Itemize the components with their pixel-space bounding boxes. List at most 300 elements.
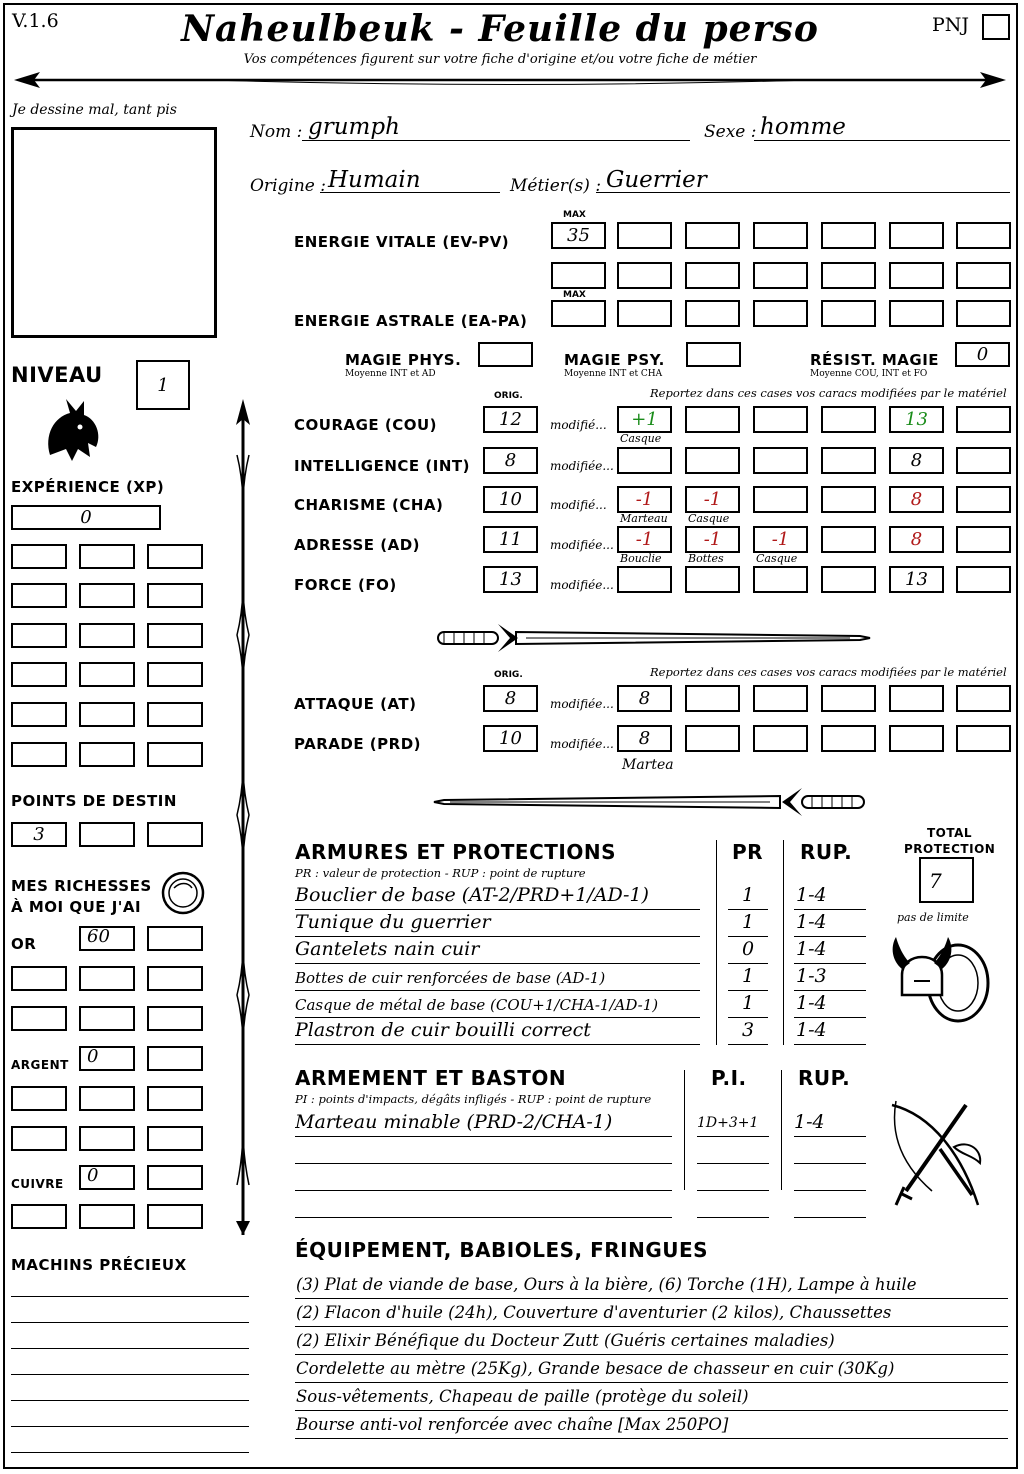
niveau-value: 1 — [157, 374, 169, 396]
machins-line[interactable] — [11, 1296, 249, 1297]
armures-pr-label: PR — [732, 840, 764, 864]
arme-rup[interactable]: 1-4 — [794, 1111, 825, 1133]
equipement-line — [295, 1382, 1008, 1383]
ev-cell-r2-2[interactable] — [685, 262, 740, 289]
armure-pr[interactable]: 1 — [741, 965, 755, 987]
ea-cell-4[interactable] — [821, 300, 876, 327]
ea-cell-3[interactable] — [753, 300, 808, 327]
resist-magie-box[interactable] — [955, 342, 1010, 367]
armure-line — [295, 1017, 700, 1018]
carac-modif-cell[interactable] — [685, 406, 740, 433]
ev-max-label: MAX — [563, 210, 586, 220]
carac-modif-note: Casque — [756, 552, 798, 565]
combat-label: PARADE (PRD) — [294, 735, 422, 753]
xp-cell[interactable] — [11, 702, 67, 727]
xp-cell[interactable] — [147, 702, 203, 727]
xp-cell[interactable] — [147, 742, 203, 767]
armure-name[interactable]: Bottes de cuir renforcées de base (AD-1) — [295, 969, 606, 987]
combat-orig-value: 8 — [504, 688, 517, 709]
combat-modif-cell[interactable] — [685, 725, 740, 752]
carac-modif-cell[interactable] — [889, 566, 944, 593]
weapons-icon — [882, 1095, 992, 1215]
sword-icon — [430, 618, 875, 658]
armure-pr-line — [728, 909, 768, 910]
arme-line — [295, 1136, 672, 1137]
caracs-note: Reportez dans ces cases vos caracs modifiées par le matériel — [650, 386, 1007, 400]
or-cell[interactable] — [79, 966, 135, 991]
machins-line[interactable] — [11, 1374, 249, 1375]
cuivre-label: CUIVRE — [11, 1177, 64, 1191]
arme-rup-line — [794, 1217, 866, 1218]
armure-line — [295, 963, 700, 964]
destin-box-3[interactable] — [147, 822, 203, 847]
total-protection-value: 7 — [929, 869, 942, 893]
armure-rup[interactable]: 1-4 — [796, 992, 827, 1014]
armure-rup-line — [794, 1044, 866, 1045]
carac-modif-cell[interactable] — [821, 447, 876, 474]
armure-pr[interactable]: 1 — [741, 911, 755, 933]
metier-label: Métier(s) : — [510, 176, 602, 196]
header-spear-divider — [10, 68, 1010, 92]
xp-cell[interactable] — [79, 583, 135, 608]
arme-rup-line — [794, 1136, 866, 1137]
ev-cell-r1-6[interactable] — [956, 222, 1011, 249]
carac-modif-value: 8 — [910, 529, 923, 550]
combat-modif-cell[interactable] — [685, 685, 740, 712]
cuivre-cell[interactable] — [147, 1204, 203, 1229]
carac-modif-cell[interactable] — [889, 486, 944, 513]
carac-modif-note: Casque — [620, 432, 662, 445]
armure-name[interactable]: Plastron de cuir bouilli correct — [295, 1019, 591, 1041]
or-cell[interactable] — [11, 1006, 67, 1031]
or-label: OR — [11, 935, 37, 953]
arme-rup-line — [794, 1190, 866, 1191]
ea-cell-2[interactable] — [685, 300, 740, 327]
or-value: 60 — [87, 926, 110, 947]
xp-cell[interactable] — [79, 702, 135, 727]
niveau-box[interactable] — [136, 360, 190, 410]
carac-modif-cell[interactable] — [956, 566, 1011, 593]
ev-cell-r2-5[interactable] — [889, 262, 944, 289]
ea-max-label: MAX — [563, 290, 586, 300]
armure-rup[interactable]: 1-4 — [796, 911, 827, 933]
or-cell[interactable] — [79, 1006, 135, 1031]
carac-modif-value: -1 — [635, 529, 654, 550]
armures-title: ARMURES ET PROTECTIONS — [295, 840, 616, 864]
argent-cell[interactable] — [79, 1126, 135, 1151]
carac-orig-box[interactable] — [483, 406, 538, 433]
armure-rup-line — [794, 909, 866, 910]
argent-cell[interactable] — [147, 1126, 203, 1151]
xp-box[interactable] — [11, 505, 161, 530]
equipement-line-text[interactable]: (3) Plat de viande de base, Ours à la bière, (6) Torche (1H), Lampe à huile — [296, 1275, 917, 1294]
armure-rup[interactable]: 1-4 — [796, 1019, 827, 1041]
cuivre-cell[interactable] — [79, 1204, 135, 1229]
carac-modif-label: modifiée... — [550, 459, 614, 473]
combat-orig-box[interactable] — [483, 685, 538, 712]
caracs-orig-label: ORIG. — [494, 391, 523, 401]
nom-line — [302, 140, 690, 141]
armure-line — [295, 909, 700, 910]
carac-modif-value: -1 — [635, 489, 654, 510]
destin-value: 3 — [33, 824, 45, 845]
origine-value[interactable]: Humain — [328, 167, 421, 193]
armure-name[interactable]: Tunique du guerrier — [295, 911, 491, 933]
combat-modif-cell[interactable] — [617, 725, 672, 752]
argent-cell[interactable] — [11, 1126, 67, 1151]
combat-modif-cell[interactable] — [617, 685, 672, 712]
arme-pi-line — [697, 1217, 769, 1218]
resist-magie-sub: Moyenne COU, INT et FO — [810, 369, 928, 379]
xp-cell[interactable] — [11, 742, 67, 767]
pnj-checkbox[interactable] — [982, 14, 1010, 40]
xp-cell[interactable] — [147, 544, 203, 569]
sexe-value[interactable]: homme — [760, 114, 846, 140]
ev-cell-r2-6[interactable] — [956, 262, 1011, 289]
ev-cell-r2-0[interactable] — [551, 262, 606, 289]
armure-rup[interactable]: 1-4 — [796, 938, 827, 960]
metier-value[interactable]: Guerrier — [606, 167, 707, 193]
arme-rup-line — [794, 1163, 866, 1164]
equipement-line — [295, 1298, 1008, 1299]
richesses-label-1: MES RICHESSES — [11, 877, 152, 895]
arme-pi-line — [697, 1136, 769, 1137]
ev-cell-r1-4[interactable] — [821, 222, 876, 249]
cuivre-box[interactable] — [79, 1165, 135, 1190]
carac-modif-cell[interactable] — [753, 447, 808, 474]
carac-modif-value: 8 — [910, 489, 923, 510]
carac-modif-value: -1 — [703, 489, 722, 510]
armement-sub: PI : points d'impacts, dégâts infligés - RUP : point de rupture — [295, 1092, 652, 1106]
magie-phys-label: MAGIE PHYS. — [345, 351, 462, 369]
equipement-line — [295, 1410, 1008, 1411]
armure-pr[interactable]: 0 — [741, 938, 755, 960]
armure-name[interactable]: Bouclier de base (AT-2/PRD+1/AD-1) — [295, 884, 649, 906]
carac-modif-value: 8 — [910, 450, 923, 471]
carac-modif-cell[interactable] — [685, 447, 740, 474]
arme-name[interactable]: Marteau minable (PRD-2/CHA-1) — [295, 1111, 613, 1133]
carac-orig-box[interactable] — [483, 566, 538, 593]
carac-modif-cell[interactable] — [821, 526, 876, 553]
argent-cell[interactable] — [11, 1086, 67, 1111]
carac-modif-cell[interactable] — [685, 526, 740, 553]
carac-modif-cell[interactable] — [617, 447, 672, 474]
sword-icon-2 — [430, 782, 875, 822]
armure-pr[interactable]: 1 — [741, 884, 755, 906]
carac-orig-box[interactable] — [483, 447, 538, 474]
carac-modif-cell[interactable] — [753, 486, 808, 513]
combat-modif-cell[interactable] — [821, 685, 876, 712]
arme-line — [295, 1217, 672, 1218]
carac-orig-value: 10 — [499, 489, 522, 510]
carac-modif-label: modifiée... — [550, 578, 614, 592]
carac-modif-cell[interactable] — [956, 486, 1011, 513]
carac-modif-value: 13 — [905, 569, 928, 590]
metier-line — [596, 192, 1010, 193]
armure-pr-line — [728, 1017, 768, 1018]
combat-modif-value: 8 — [638, 728, 651, 749]
dragon-icon — [40, 395, 104, 465]
carac-modif-cell[interactable] — [889, 447, 944, 474]
carac-orig-value: 11 — [499, 529, 522, 550]
armure-name[interactable]: Casque de métal de base (COU+1/CHA-1/AD-1) — [295, 996, 659, 1014]
xp-cell[interactable] — [11, 623, 67, 648]
or-cell[interactable] — [147, 1006, 203, 1031]
carac-modif-cell[interactable] — [889, 406, 944, 433]
combat-orig-box[interactable] — [483, 725, 538, 752]
cuivre-value: 0 — [87, 1165, 99, 1186]
armement-col-divider-2 — [781, 1070, 782, 1190]
machins-line[interactable] — [11, 1426, 249, 1427]
portrait-caption: Je dessine mal, tant pis — [12, 102, 177, 118]
combat-modif-cell[interactable] — [889, 685, 944, 712]
page-title: Naheulbeuk - Feuille du perso — [181, 8, 819, 50]
equipement-line-text[interactable]: Sous-vêtements, Chapeau de paille (protège du soleil) — [296, 1387, 749, 1406]
total-protection-box[interactable] — [919, 857, 974, 903]
carac-modif-note: Bottes — [688, 552, 724, 565]
xp-cell[interactable] — [79, 662, 135, 687]
ev-cell-r1-2[interactable] — [685, 222, 740, 249]
armure-line — [295, 990, 700, 991]
portrait-box[interactable] — [11, 127, 217, 338]
machins-line[interactable] — [11, 1322, 249, 1323]
origine-label: Origine : — [250, 176, 326, 196]
ea-cell-5[interactable] — [889, 300, 944, 327]
xp-cell[interactable] — [79, 742, 135, 767]
ev-label: ENERGIE VITALE (EV-PV) — [294, 233, 510, 251]
origine-line — [320, 192, 500, 193]
carac-modif-cell[interactable] — [685, 486, 740, 513]
destin-box-2[interactable] — [79, 822, 135, 847]
xp-cell[interactable] — [147, 623, 203, 648]
equipement-title: ÉQUIPEMENT, BABIOLES, FRINGUES — [295, 1238, 709, 1262]
carac-modif-cell[interactable] — [821, 486, 876, 513]
equipement-line — [295, 1438, 1008, 1439]
armures-col-divider — [716, 840, 717, 1045]
destin-box-1[interactable] — [11, 822, 67, 847]
carac-modif-cell[interactable] — [617, 406, 672, 433]
armure-line — [295, 936, 700, 937]
machins-line[interactable] — [11, 1400, 249, 1401]
carac-label: ADRESSE (AD) — [294, 536, 421, 554]
magie-psy-sub: Moyenne INT et CHA — [564, 369, 663, 379]
sexe-label: Sexe : — [704, 122, 757, 142]
armement-pi-label: P.I. — [711, 1066, 747, 1090]
destin-label: POINTS DE DESTIN — [11, 792, 177, 810]
armure-pr-line — [728, 963, 768, 964]
ea-cell-1[interactable] — [617, 300, 672, 327]
armure-pr-line — [728, 936, 768, 937]
carac-modif-value: -1 — [771, 529, 790, 550]
ev-cell-r1-5[interactable] — [889, 222, 944, 249]
arme-line — [295, 1163, 672, 1164]
xp-cell[interactable] — [79, 623, 135, 648]
ev-cell-r2-1[interactable] — [617, 262, 672, 289]
carac-modif-note: Casque — [688, 512, 730, 525]
pnj-label: PNJ — [932, 14, 970, 36]
carac-modif-label: modifiée... — [550, 538, 614, 552]
armure-rup-line — [794, 990, 866, 991]
combat-modif-label: modifiée... — [550, 697, 614, 711]
combat-modif-cell[interactable] — [956, 725, 1011, 752]
equipement-line — [295, 1326, 1008, 1327]
carac-label: INTELLIGENCE (INT) — [294, 457, 470, 475]
equipement-line-text[interactable]: Bourse anti-vol renforcée avec chaîne [Max 250PO] — [296, 1415, 729, 1434]
combat-note: Reportez dans ces cases vos caracs modifiées par le matériel — [650, 665, 1007, 679]
carac-modif-label: modifié... — [550, 418, 607, 432]
armure-pr[interactable]: 3 — [741, 1019, 755, 1041]
nom-label: Nom : — [250, 122, 303, 142]
carac-modif-cell[interactable] — [821, 566, 876, 593]
xp-cell[interactable] — [11, 662, 67, 687]
niveau-label: NIVEAU — [11, 363, 103, 387]
arme-line — [295, 1190, 672, 1191]
page-subtitle: Vos compétences figurent sur votre fiche d'origine et/ou votre fiche de métier — [243, 52, 757, 67]
ev-cell-r2-3[interactable] — [753, 262, 808, 289]
total-protection-note: pas de limite — [897, 911, 969, 924]
combat-modif-cell[interactable] — [956, 685, 1011, 712]
armure-rup[interactable]: 1-3 — [796, 965, 827, 987]
combat-modif-cell[interactable] — [753, 685, 808, 712]
combat-modif-value: 8 — [638, 688, 651, 709]
carac-modif-cell[interactable] — [617, 486, 672, 513]
carac-modif-label: modifié... — [550, 498, 607, 512]
or-cell[interactable] — [11, 966, 67, 991]
combat-modif-cell[interactable] — [889, 725, 944, 752]
equipement-line-text[interactable]: (2) Flacon d'huile (24h), Couverture d'aventurier (2 kilos), Chaussettes — [296, 1303, 892, 1322]
coin-icon — [160, 870, 206, 916]
xp-cell[interactable] — [147, 583, 203, 608]
xp-label: EXPÉRIENCE (XP) — [11, 478, 165, 496]
argent-box[interactable] — [79, 1046, 135, 1071]
armure-pr-line — [728, 990, 768, 991]
xp-cell[interactable] — [79, 544, 135, 569]
combat-modif-label: modifiée... — [550, 737, 614, 751]
carac-modif-value: -1 — [703, 529, 722, 550]
combat-label: ATTAQUE (AT) — [294, 695, 417, 713]
or-box[interactable] — [79, 926, 135, 951]
combat-orig-label: ORIG. — [494, 670, 523, 680]
armures-rup-label: RUP. — [800, 840, 853, 864]
xp-cell[interactable] — [11, 544, 67, 569]
armure-line — [295, 1044, 700, 1045]
carac-modif-cell[interactable] — [889, 526, 944, 553]
equipement-line-text[interactable]: (2) Elixir Bénéfique du Docteur Zutt (Guéris certaines maladies) — [296, 1331, 835, 1350]
equipement-line — [295, 1354, 1008, 1355]
or-box-2[interactable] — [147, 926, 203, 951]
armure-rup[interactable]: 1-4 — [796, 884, 827, 906]
carac-modif-cell[interactable] — [821, 406, 876, 433]
carac-modif-cell[interactable] — [753, 526, 808, 553]
cuivre-cell[interactable] — [11, 1204, 67, 1229]
total-protection-label-1: TOTAL — [927, 826, 973, 840]
spear-icon — [228, 395, 258, 1250]
sexe-line — [754, 140, 1010, 141]
combat-orig-value: 10 — [499, 728, 522, 749]
arme-pi[interactable]: 1D+3+1 — [697, 1115, 759, 1131]
armement-col-divider — [684, 1070, 685, 1190]
carac-label: FORCE (FO) — [294, 576, 397, 594]
carac-orig-value: 8 — [504, 450, 517, 471]
carac-orig-box[interactable] — [483, 526, 538, 553]
richesses-label-2: À MOI QUE J'AI — [11, 898, 142, 916]
machins-line[interactable] — [11, 1348, 249, 1349]
cuivre-cell[interactable] — [147, 1165, 203, 1190]
machins-line[interactable] — [11, 1452, 249, 1453]
carac-modif-cell[interactable] — [753, 406, 808, 433]
argent-cell[interactable] — [147, 1046, 203, 1071]
version-label: V.1.6 — [12, 10, 59, 32]
armement-title: ARMEMENT ET BASTON — [295, 1066, 567, 1090]
carac-modif-value: +1 — [631, 409, 658, 430]
arme-pi-line — [697, 1190, 769, 1191]
magie-phys-box[interactable] — [478, 342, 533, 367]
carac-orig-box[interactable] — [483, 486, 538, 513]
carac-modif-cell[interactable] — [617, 526, 672, 553]
argent-cell[interactable] — [79, 1086, 135, 1111]
carac-modif-cell[interactable] — [685, 566, 740, 593]
armures-sub: PR : valeur de protection - RUP : point de rupture — [295, 866, 586, 880]
ev-cell-r2-4[interactable] — [821, 262, 876, 289]
ev-max-value: 35 — [567, 225, 590, 246]
equipement-line-text[interactable]: Cordelette au mètre (25Kg), Grande besace de chasseur en cuir (30Kg) — [296, 1359, 895, 1378]
ev-max-box[interactable] — [551, 222, 606, 249]
carac-modif-cell[interactable] — [617, 566, 672, 593]
total-protection-label-2: PROTECTION — [904, 842, 996, 856]
armure-rup-line — [794, 936, 866, 937]
ea-max-box[interactable] — [551, 300, 606, 327]
carac-label: COURAGE (COU) — [294, 416, 438, 434]
xp-value: 0 — [80, 507, 92, 528]
armure-pr-line — [728, 1044, 768, 1045]
combat-modif-cell[interactable] — [753, 725, 808, 752]
or-cell[interactable] — [147, 966, 203, 991]
nom-value[interactable]: grumph — [308, 114, 400, 140]
ev-cell-r1-1[interactable] — [617, 222, 672, 249]
carac-modif-note: Marteau — [620, 512, 668, 525]
argent-label: ARGENT — [11, 1058, 69, 1072]
resist-magie-label: RÉSIST. MAGIE — [810, 351, 940, 369]
carac-modif-value: 13 — [905, 409, 928, 430]
carac-modif-cell[interactable] — [956, 447, 1011, 474]
helmet-shield-icon — [888, 925, 998, 1025]
armure-name[interactable]: Gantelets nain cuir — [295, 938, 480, 960]
arme-pi-line — [697, 1163, 769, 1164]
combat-note-under: Martea — [622, 757, 674, 773]
argent-cell[interactable] — [147, 1086, 203, 1111]
xp-cell[interactable] — [147, 662, 203, 687]
carac-label: CHARISME (CHA) — [294, 496, 444, 514]
armure-pr[interactable]: 1 — [741, 992, 755, 1014]
carac-modif-cell[interactable] — [753, 566, 808, 593]
carac-modif-note: Bouclie — [620, 552, 662, 565]
magie-psy-box[interactable] — [686, 342, 741, 367]
ea-label: ENERGIE ASTRALE (EA-PA) — [294, 312, 528, 330]
resist-magie-value: 0 — [976, 344, 989, 365]
xp-cell[interactable] — [11, 583, 67, 608]
magie-phys-sub: Moyenne INT et AD — [345, 369, 436, 379]
ev-cell-r1-3[interactable] — [753, 222, 808, 249]
carac-modif-cell[interactable] — [956, 526, 1011, 553]
armement-rup-label: RUP. — [798, 1066, 851, 1090]
carac-modif-cell[interactable] — [956, 406, 1011, 433]
armure-rup-line — [794, 963, 866, 964]
ea-cell-6[interactable] — [956, 300, 1011, 327]
machins-label: MACHINS PRÉCIEUX — [11, 1256, 187, 1274]
combat-modif-cell[interactable] — [821, 725, 876, 752]
carac-orig-value: 12 — [499, 409, 522, 430]
argent-value: 0 — [87, 1046, 99, 1067]
